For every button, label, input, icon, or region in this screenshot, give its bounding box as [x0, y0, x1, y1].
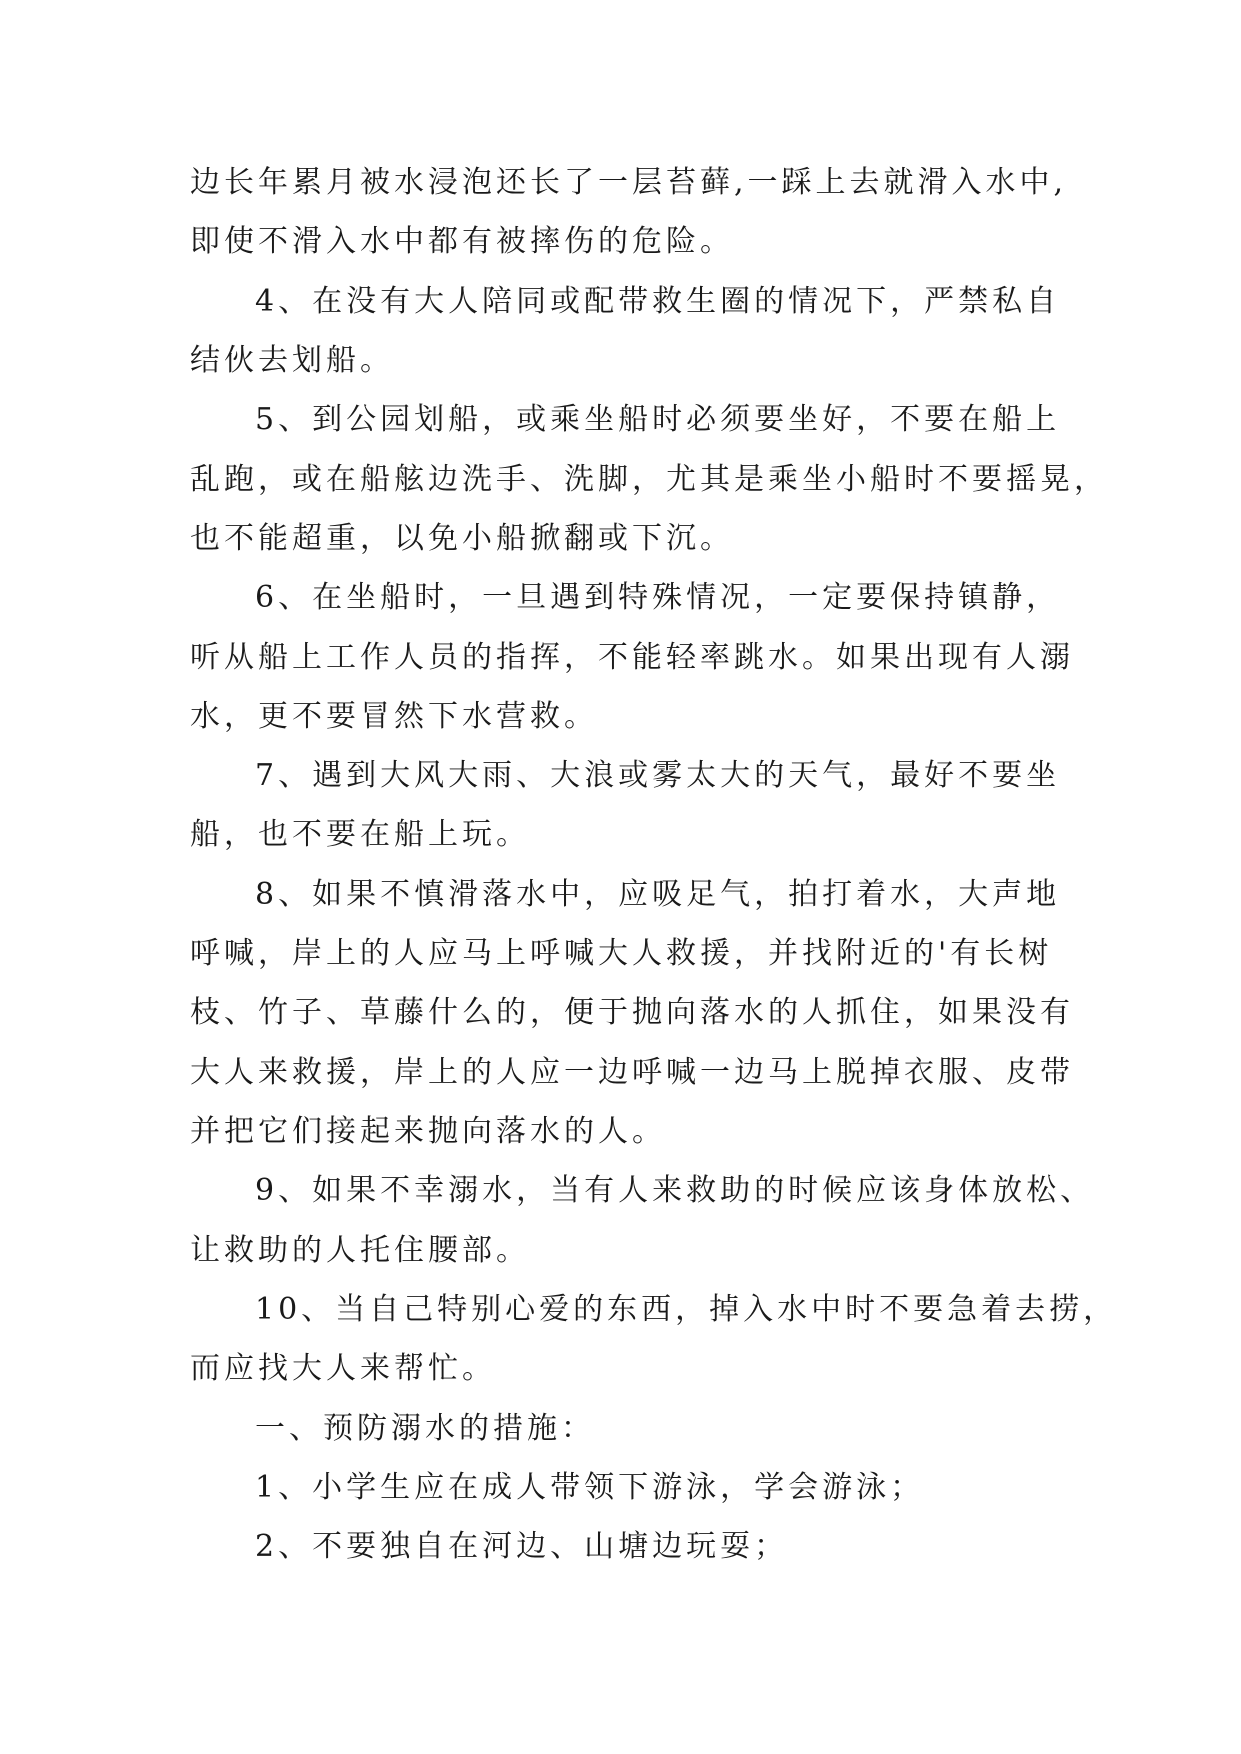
text-line: 4、在没有大人陪同或配带救生圈的情况下，严禁私自 [255, 284, 1061, 319]
text-line: 一、预防溺水的措施： [255, 1411, 595, 1446]
text-line: 5、到公园划船，或乘坐船时必须要坐好，不要在船上 [255, 402, 1061, 437]
text-line: 枝、竹子、草藤什么的，便于抛向落水的人抓住，如果没有 [190, 995, 1074, 1030]
text-line: 1、小学生应在成人带领下游泳，学会游泳； [255, 1470, 925, 1505]
text-line: 边长年累月被水浸泡还长了一层苔藓,一踩上去就滑入水中, [190, 165, 1068, 200]
text-line: 9、如果不幸溺水，当有人来救助的时候应该身体放松、 [255, 1173, 1095, 1208]
text-line: 7、遇到大风大雨、大浪或雾太大的天气，最好不要坐 [255, 758, 1061, 793]
text-line: 大人来救援，岸上的人应一边呼喊一边马上脱掉衣服、皮带 [190, 1055, 1074, 1090]
text-line: 即使不滑入水中都有被摔伤的危险。 [190, 224, 734, 259]
text-line: 6、在坐船时，一旦遇到特殊情况，一定要保持镇静， [255, 580, 1061, 615]
text-line: 结伙去划船。 [190, 343, 394, 378]
text-line: 2、不要独自在河边、山塘边玩耍； [255, 1529, 789, 1564]
text-line: 而应找大人来帮忙。 [190, 1351, 496, 1386]
text-line: 让救助的人托住腰部。 [190, 1233, 530, 1268]
text-line: 乱跑，或在船舷边洗手、洗脚，尤其是乘坐小船时不要摇晃， [190, 462, 1108, 497]
text-line: 10、当自己特别心爱的东西，掉入水中时不要急着去捞， [255, 1292, 1118, 1327]
text-line: 呼喊，岸上的人应马上呼喊大人救援，并找附近的'有长树 [190, 936, 1053, 971]
text-line: 水，更不要冒然下水营救。 [190, 699, 598, 734]
text-line: 听从船上工作人员的指挥，不能轻率跳水。如果出现有人溺 [190, 640, 1074, 675]
text-line: 并把它们接起来抛向落水的人。 [190, 1114, 666, 1149]
text-line: 8、如果不慎滑落水中，应吸足气，拍打着水，大声地 [255, 877, 1061, 912]
text-line: 也不能超重，以免小船掀翻或下沉。 [190, 521, 734, 556]
text-line: 船，也不要在船上玩。 [190, 817, 530, 852]
